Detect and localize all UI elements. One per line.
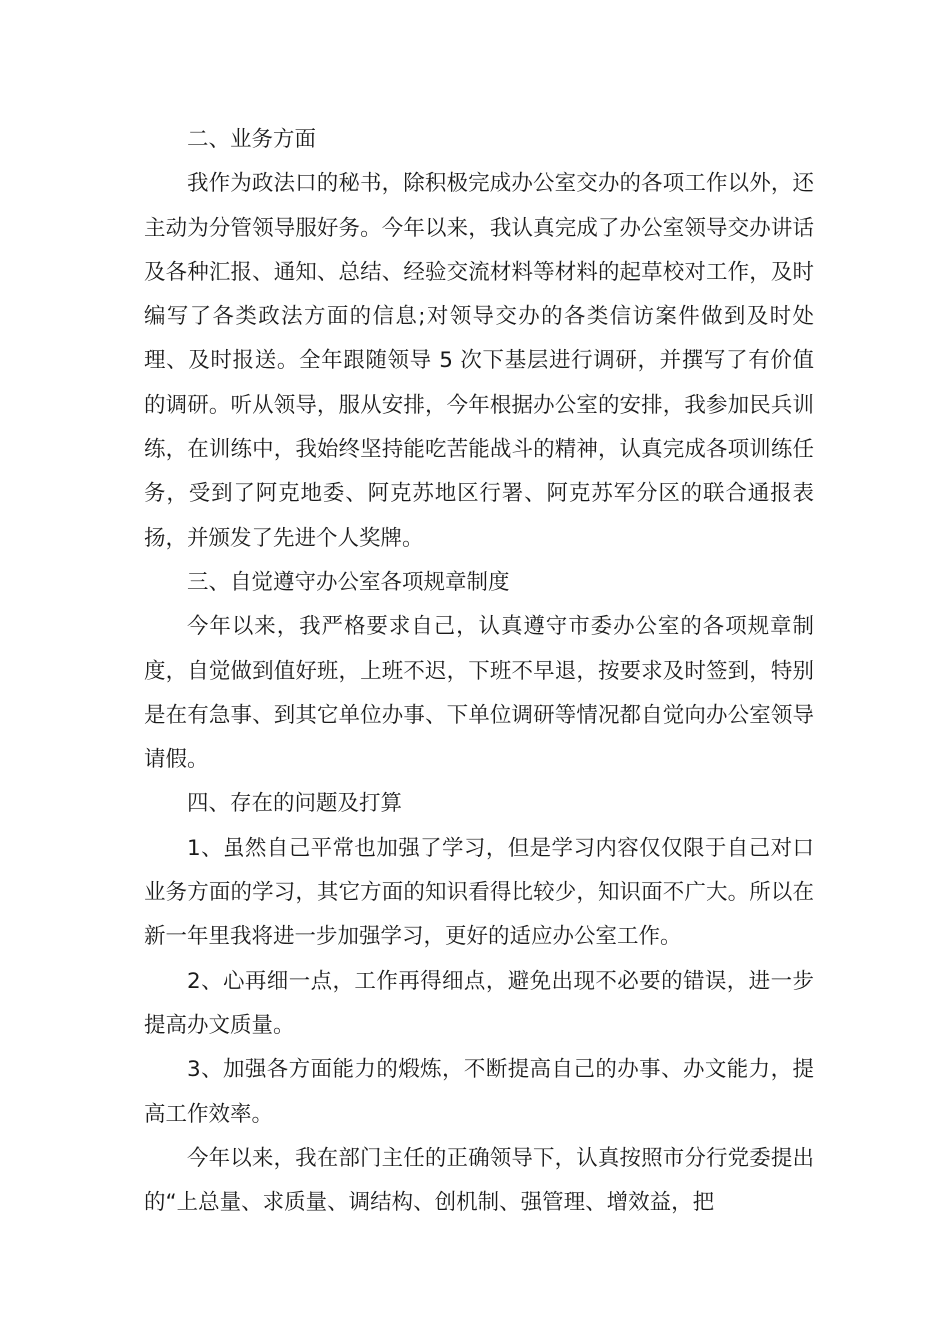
paragraph-problem-1: 1、虽然自己平常也加强了学习，但是学习内容仅仅限于自己对口业务方面的学习，其它方面的知识看得比较少，知识面不广大。所以在新一年里我将进一步加强学习，更好的适应办公室工作。	[144, 835, 814, 950]
paragraph-business-work: 我作为政法口的秘书，除积极完成办公室交办的各项工作以外，还主动为分管领导服好务。今年以来，我认真完成了办公室领导交办讲话及各种汇报、通知、总结、经验交流材料等材料的起草校对工作，及时编写了各类政法方面的信息;对领导交办的各类信访案件做到及时处理、及时报送。全年跟随领导 5 次下基层进行调研，并撰写了有价值的调研。听从领导，服从安排，今年根据办公室的安排，我参加民兵训练，在训练中，我始终坚持能吃苦能战斗的精神，认真完成各项训练任务，受到了阿克地委、阿克苏地区行署、阿克苏军分区的联合通报表扬，并颁发了先进个人奖牌。	[144, 171, 814, 551]
section-heading-rules: 三、自觉遵守办公室各项规章制度	[187, 569, 510, 595]
paragraph-problem-3: 3、加强各方面能力的煅炼，不断提高自己的办事、办文能力，提高工作效率。	[144, 1057, 814, 1127]
section-heading-problems: 四、存在的问题及打算	[187, 791, 403, 817]
paragraph-summary-intro: 今年以来，我在部门主任的正确领导下，认真按照市分行党委提出的“上总量、求质量、调结构、创机制、强管理、增效益，把	[144, 1145, 814, 1216]
paragraph-rules: 今年以来，我严格要求自己，认真遵守市委办公室的各项规章制度，自觉做到值好班，上班不迟，下班不早退，按要求及时签到，特别是在有急事、到其它单位办事、下单位调研等情况都自觉向办公室领导请假。	[144, 614, 814, 773]
document-body	[144, 118, 814, 1225]
paragraph-problem-2: 2、心再细一点，工作再得细点，避免出现不必要的错误，进一步提高办文质量。	[144, 968, 814, 1038]
section-heading-business: 二、业务方面	[187, 127, 317, 152]
